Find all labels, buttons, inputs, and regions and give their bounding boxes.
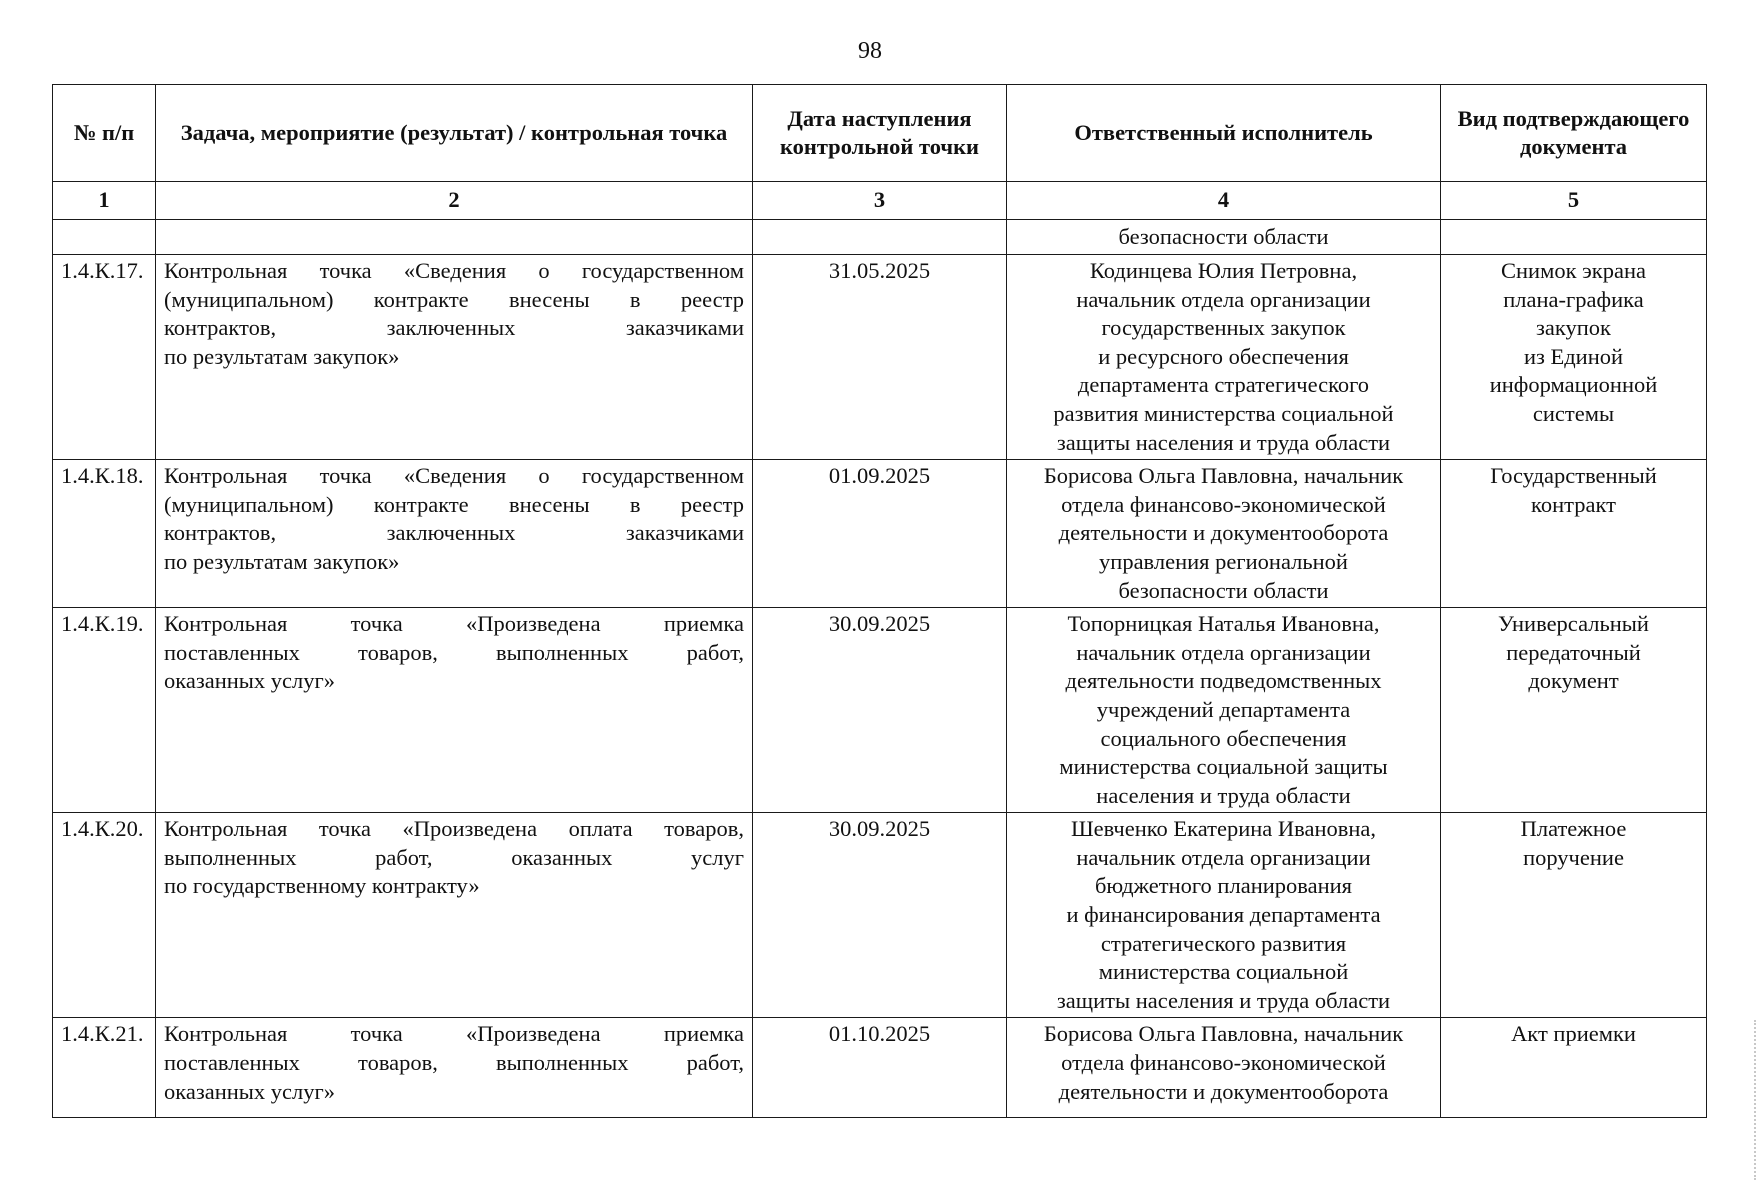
empty-cell <box>1441 220 1707 255</box>
responsible-line: защиты населения и труда области <box>1056 429 1391 455</box>
task-line: по результатам закупок» <box>164 548 400 574</box>
responsible-line: развития министерства социальной <box>1053 400 1394 426</box>
column-number: 2 <box>156 182 753 220</box>
responsible-line: населения и труда области <box>1096 782 1351 808</box>
responsible-line: деятельности подведомственных <box>1065 668 1382 694</box>
header-responsible: Ответственный исполнитель <box>1007 85 1441 182</box>
document-type-line: передаточный <box>1506 639 1641 665</box>
responsible-line: деятельности и документооборота <box>1058 520 1389 546</box>
empty-cell <box>753 220 1007 255</box>
responsible-line: учреждений департамента <box>1096 696 1351 722</box>
responsible-line: отдела финансово-экономической <box>1061 1050 1386 1076</box>
document-type-line: плана-графика <box>1503 286 1644 312</box>
responsible-line: деятельности и документооборота <box>1058 1078 1389 1104</box>
responsible-line: социального обеспечения <box>1100 725 1347 751</box>
document-type-line: из Единой <box>1523 343 1624 369</box>
row-number: 1.4.К.21. <box>53 1018 156 1118</box>
table-row <box>53 1018 1707 1118</box>
control-date: 31.05.2025 <box>753 255 1007 460</box>
scan-edge-mark <box>1754 1020 1758 1180</box>
row-number: 1.4.К.20. <box>53 813 156 1018</box>
column-numbers-row <box>53 182 1707 220</box>
continuation-row <box>53 220 1707 255</box>
task-cell <box>156 608 753 813</box>
task-line: по государственному контракту» <box>164 873 480 899</box>
control-date: 30.09.2025 <box>753 608 1007 813</box>
responsible-line: управления региональной <box>1099 548 1348 574</box>
column-number: 3 <box>753 182 1007 220</box>
header-number: № п/п <box>53 85 156 182</box>
task-line: контрактов, заключенных заказчиками <box>164 315 744 341</box>
continuation-text: безопасности области <box>1007 220 1441 255</box>
document-type-line: Снимок экрана <box>1501 258 1646 283</box>
responsible-line: начальник отдела организации <box>1076 286 1371 312</box>
task-cell <box>156 1018 753 1118</box>
task-line: по результатам закупок» <box>164 343 400 369</box>
responsible-line: начальник отдела организации <box>1076 639 1371 665</box>
responsible-line: Борисова Ольга Павловна, начальник <box>1043 463 1404 489</box>
responsible-line: министерства социальной защиты <box>1059 754 1388 780</box>
responsible-line: Шевченко Екатерина Ивановна, <box>1070 816 1377 842</box>
responsible-line: защиты населения и труда области <box>1056 987 1391 1013</box>
table-row <box>53 460 1707 608</box>
task-line: Контрольная точка «Произведена приемка <box>164 611 744 637</box>
row-number: 1.4.К.17. <box>53 255 156 460</box>
row-number: 1.4.К.19. <box>53 608 156 813</box>
responsible-cell <box>1007 813 1441 1018</box>
responsible-line: бюджетного планирования <box>1094 873 1353 899</box>
document-type-line: Универсальный <box>1498 611 1649 637</box>
responsible-cell <box>1007 255 1441 460</box>
document-type-cell <box>1441 460 1707 608</box>
document-type-line: документ <box>1528 668 1619 694</box>
page-number: 98 <box>858 38 882 64</box>
task-line: контрактов, заключенных заказчиками <box>164 520 744 546</box>
empty-cell <box>53 220 156 255</box>
document-type-line: контракт <box>1531 491 1616 517</box>
responsible-line: стратегического развития <box>1100 930 1347 956</box>
responsible-line: и ресурсного обеспечения <box>1098 343 1349 369</box>
column-number: 4 <box>1007 182 1441 220</box>
table-row <box>53 255 1707 460</box>
task-line: поставленных товаров, выполненных работ, <box>164 1050 744 1076</box>
task-line: Контрольная точка «Сведения о государственном <box>164 463 744 489</box>
task-line: (муниципальном) контракте внесены в реестр <box>164 491 744 517</box>
document-type-line: системы <box>1532 400 1615 426</box>
task-cell <box>156 255 753 460</box>
task-cell <box>156 460 753 608</box>
task-line: Контрольная точка «Сведения о государственном <box>164 258 744 283</box>
task-line: поставленных товаров, выполненных работ, <box>164 639 744 665</box>
responsible-cell <box>1007 1018 1441 1118</box>
task-line: Контрольная точка «Произведена приемка <box>164 1021 744 1047</box>
document-type-line: Акт приемки <box>1511 1021 1636 1047</box>
responsible-line: Борисова Ольга Павловна, начальник <box>1043 1021 1404 1047</box>
task-line: Контрольная точка «Произведена оплата товаров, <box>164 816 744 842</box>
document-type-line: закупок <box>1536 315 1611 341</box>
document-type-line: поручение <box>1523 844 1624 870</box>
empty-cell <box>156 220 753 255</box>
header-document-type: Вид подтверждающего документа <box>1441 85 1707 182</box>
document-type-cell <box>1441 608 1707 813</box>
responsible-line: Топорницкая Наталья Ивановна, <box>1067 611 1380 637</box>
header-date: Дата наступления контрольной точки <box>753 85 1007 182</box>
control-date: 01.10.2025 <box>753 1018 1007 1118</box>
table-row <box>53 608 1707 813</box>
responsible-line: безопасности области <box>1118 577 1329 603</box>
document-type-line: Государственный <box>1490 463 1657 489</box>
column-number: 1 <box>53 182 156 220</box>
responsible-line: министерства социальной <box>1098 959 1349 985</box>
control-points-table <box>52 84 1707 1118</box>
responsible-line: Кодинцева Юлия Петровна, <box>1089 258 1358 283</box>
responsible-line: департамента стратегического <box>1077 372 1370 398</box>
table-header-row <box>53 85 1707 182</box>
responsible-line: отдела финансово-экономической <box>1061 491 1386 517</box>
responsible-line: и финансирования департамента <box>1066 902 1381 928</box>
task-line: оказанных услуг» <box>164 1078 335 1104</box>
document-type-line: Платежное <box>1520 816 1627 842</box>
responsible-line: начальник отдела организации <box>1076 844 1371 870</box>
task-line: оказанных услуг» <box>164 668 335 694</box>
column-number: 5 <box>1441 182 1707 220</box>
responsible-cell <box>1007 608 1441 813</box>
document-type-cell <box>1441 1018 1707 1118</box>
header-task: Задача, мероприятие (результат) / контрольная точка <box>156 85 753 182</box>
document-type-cell <box>1441 813 1707 1018</box>
document-type-line: информационной <box>1489 372 1658 398</box>
row-number: 1.4.К.18. <box>53 460 156 608</box>
table-row <box>53 813 1707 1018</box>
task-cell <box>156 813 753 1018</box>
control-date: 30.09.2025 <box>753 813 1007 1018</box>
document-type-cell <box>1441 255 1707 460</box>
responsible-cell <box>1007 460 1441 608</box>
task-line: (муниципальном) контракте внесены в реестр <box>164 286 744 312</box>
task-line: выполненных работ, оказанных услуг <box>164 844 744 870</box>
control-date: 01.09.2025 <box>753 460 1007 608</box>
responsible-line: государственных закупок <box>1101 315 1346 341</box>
